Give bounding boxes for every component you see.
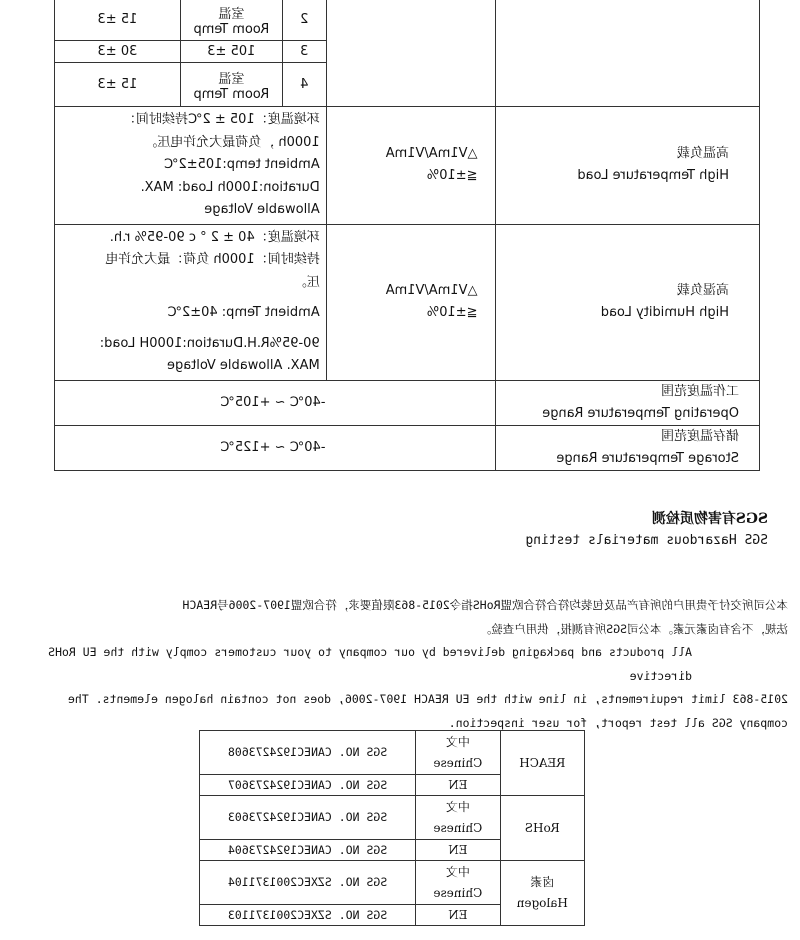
cycle-number: 3 bbox=[282, 41, 326, 63]
operating-range-value: -40℃ ~ +105℃ bbox=[55, 380, 497, 425]
table-row bbox=[55, 425, 760, 470]
value-cell: 30 ±3 bbox=[55, 41, 181, 63]
temperature-cell: 室温 Room Temp bbox=[180, 63, 282, 107]
report-number: SGS NO. SZXEC2001371104 bbox=[200, 861, 416, 905]
language-cell: EN bbox=[416, 905, 500, 926]
spec-table bbox=[54, 0, 760, 471]
sgs-title-en: SGS Hazardous materials testing bbox=[525, 533, 768, 548]
temperature-cell: 室温 Room Temp bbox=[180, 0, 282, 41]
statement-line: 本公司所交付予贵用户的所有产品及包装均符合符合欧盟RoHS指令2015-863限值要求，符合欧盟1907-2006号REACH bbox=[182, 598, 788, 612]
language-cell: 中文 Chinese bbox=[416, 731, 500, 775]
storage-range-value: -40℃ ~ +125℃ bbox=[55, 425, 497, 470]
statement-line: All products and packaging delivered by our company to your customers comply with the EU RoHS directive bbox=[48, 645, 692, 683]
value-cell: 15 ±3 bbox=[55, 0, 181, 41]
report-number: SGS NO. SZXEC2001371103 bbox=[200, 905, 416, 926]
category-cell: RoHS bbox=[500, 796, 584, 861]
cycle-number: 2 bbox=[282, 0, 326, 41]
language-cell: 中文 Chinese bbox=[416, 796, 500, 840]
high-temp-load-name: 高温负载 High Temperature Load bbox=[496, 107, 760, 225]
high-temp-load-note: 环境温度：105 ± 2℃持续时间： 1000h ，负荷最大允许电压。 Ambient temp:105±2℃ Duration:1000h Load: MAX. Allowable Voltage bbox=[55, 107, 327, 225]
report-number: SGS NO. CANEC1924273603 bbox=[200, 796, 416, 840]
language-cell: EN bbox=[416, 840, 500, 861]
table-row bbox=[200, 861, 585, 905]
table-row bbox=[55, 224, 760, 380]
value-cell: 15 ±3 bbox=[55, 63, 181, 107]
statement-line: 法规，不含有卤素元素。本公司SGS所有测报，供用户查验。 bbox=[479, 621, 788, 636]
operating-range-name: 工作温度范围 Operating Temperature Range bbox=[496, 380, 760, 425]
high-humidity-load-note: 环境温度：40 ± 2 ° c 90-95% r.h. 持续时间：1000h 负荷：最大允许电 压。 Ambient Temp: 40±2℃ 90-95%R.H.Duration:1000H Load: MAX. Allowable Voltage bbox=[55, 224, 327, 380]
table-row bbox=[55, 0, 760, 41]
language-cell: EN bbox=[416, 775, 500, 796]
temperature-cell: 105 ±3 bbox=[180, 41, 282, 63]
language-cell: 中文 Chinese bbox=[416, 861, 500, 905]
sgs-title: SGS有害物质检测 bbox=[651, 511, 768, 527]
report-number: SGS NO. CANEC1924273608 bbox=[200, 731, 416, 775]
table-row bbox=[55, 380, 760, 425]
report-number: SGS NO. CANEC1924273604 bbox=[200, 840, 416, 861]
category-cell: 卤素 Halogen bbox=[500, 861, 584, 926]
compliance-statement bbox=[22, 594, 788, 735]
item-blank-cell bbox=[496, 0, 760, 107]
cycle-number: 4 bbox=[282, 63, 326, 107]
category-cell: REACH bbox=[500, 731, 584, 796]
spec-blank-cell bbox=[326, 0, 496, 107]
statement-line: company SGS all test report, for user inspection. bbox=[448, 715, 788, 730]
high-temp-load-spec: △V1mA/V1mA ≦±10% bbox=[326, 107, 496, 225]
table-row bbox=[200, 796, 585, 840]
sgs-report-table bbox=[199, 730, 585, 926]
storage-range-name: 储存温度范围 Storage Temperature Range bbox=[496, 425, 760, 470]
table-row bbox=[55, 107, 760, 225]
high-humidity-load-name: 高湿负载 High Humidity Load bbox=[496, 224, 760, 380]
table-row bbox=[200, 731, 585, 775]
high-humidity-load-spec: △V1mA/V1mA ≦±10% bbox=[326, 224, 496, 380]
statement-line: 2015-863 limit requirements, in line with the EU REACH 1907-2006, does not contain halogen elements. The bbox=[67, 692, 788, 706]
report-number: SGS NO. CANEC1924273607 bbox=[200, 775, 416, 796]
